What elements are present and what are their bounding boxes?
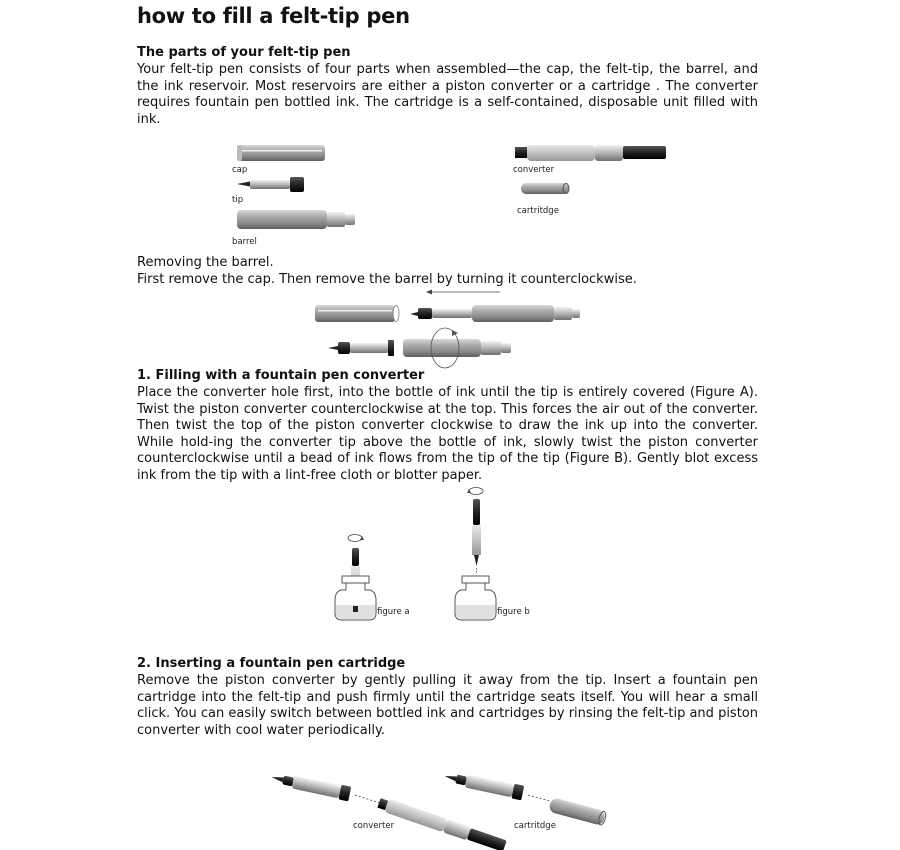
label-cap: cap xyxy=(232,165,248,175)
label-tip: tip xyxy=(232,195,244,205)
insert-converter-label: converter xyxy=(353,821,395,831)
page-title: how to fill a felt-tip pen xyxy=(137,4,410,28)
parts-heading: The parts of your felt-tip pen xyxy=(137,45,351,60)
twist-arrow-icon xyxy=(469,488,483,495)
label-converter: converter xyxy=(513,165,555,175)
inserting-heading: 2. Inserting a fountain pen cartridge xyxy=(137,656,406,671)
label-barrel: barrel xyxy=(232,237,257,247)
filling-heading: 1. Filling with a fountain pen converter xyxy=(137,368,425,383)
separated-barrel-illustration xyxy=(403,328,511,368)
figure-b-label: figure b xyxy=(497,607,530,617)
figure-a-illustration xyxy=(335,535,376,621)
figure-a-label: figure a xyxy=(377,607,410,617)
twist-arrow-icon xyxy=(348,535,362,542)
inserting-paragraph: Remove the piston converter by gently pulling it away from the tip. Insert a fountain pen cartridge into the felt-tip and push firmly until the cartridge seats itself. You will hear a small click. You can easily switch between bottled ink and cartridges by rinsing the felt-tip and piston converter with cool water periodically. xyxy=(137,673,758,738)
tip-illustration xyxy=(237,177,304,192)
separated-tip-illustration xyxy=(328,340,394,356)
removing-line-1: Removing the barrel. xyxy=(137,255,274,270)
barrel-illustration xyxy=(237,210,355,229)
parts-paragraph: Your felt-tip pen consists of four parts when assembled—the cap, the felt-tip, the barrel, and the ink reservoir. Most reservoirs are either a piston converter or a cartridge . The converter requires fountain pen bottled ink. The cartridge is a self-contained, disposable unit filled with ink. xyxy=(137,62,758,127)
assembled-pen-illustration xyxy=(410,305,580,322)
figure-b-illustration xyxy=(455,488,496,621)
label-cartridge: cartritdge xyxy=(517,206,559,216)
cap-illustration xyxy=(237,145,325,161)
removing-line-2: First remove the cap. Then remove the barrel by turning it counterclockwise. xyxy=(137,272,637,287)
cartridge-illustration xyxy=(521,183,569,194)
removing-cap-illustration xyxy=(315,305,399,322)
converter-illustration xyxy=(515,145,666,161)
insert-cartridge-label: cartritdge xyxy=(514,821,556,831)
filling-paragraph: Place the converter hole first, into the bottle of ink until the tip is entirely covered (Figure A). Twist the piston converter counterclockwise at the top. This forces the air out of the converter. Then twist the top of the piston converter clockwise to draw the ink up into the converter. While hold-ing the converter tip above the bottle of ink, slowly twist the piston converter counterclockwise until a bead of ink flows from the tip of the tip (Figure B). Gently blot excess ink from the tip with a lint-free cloth or blotter paper. xyxy=(137,385,758,483)
removal-arrow xyxy=(426,290,500,295)
insert-cartridge-illustration xyxy=(443,769,607,826)
